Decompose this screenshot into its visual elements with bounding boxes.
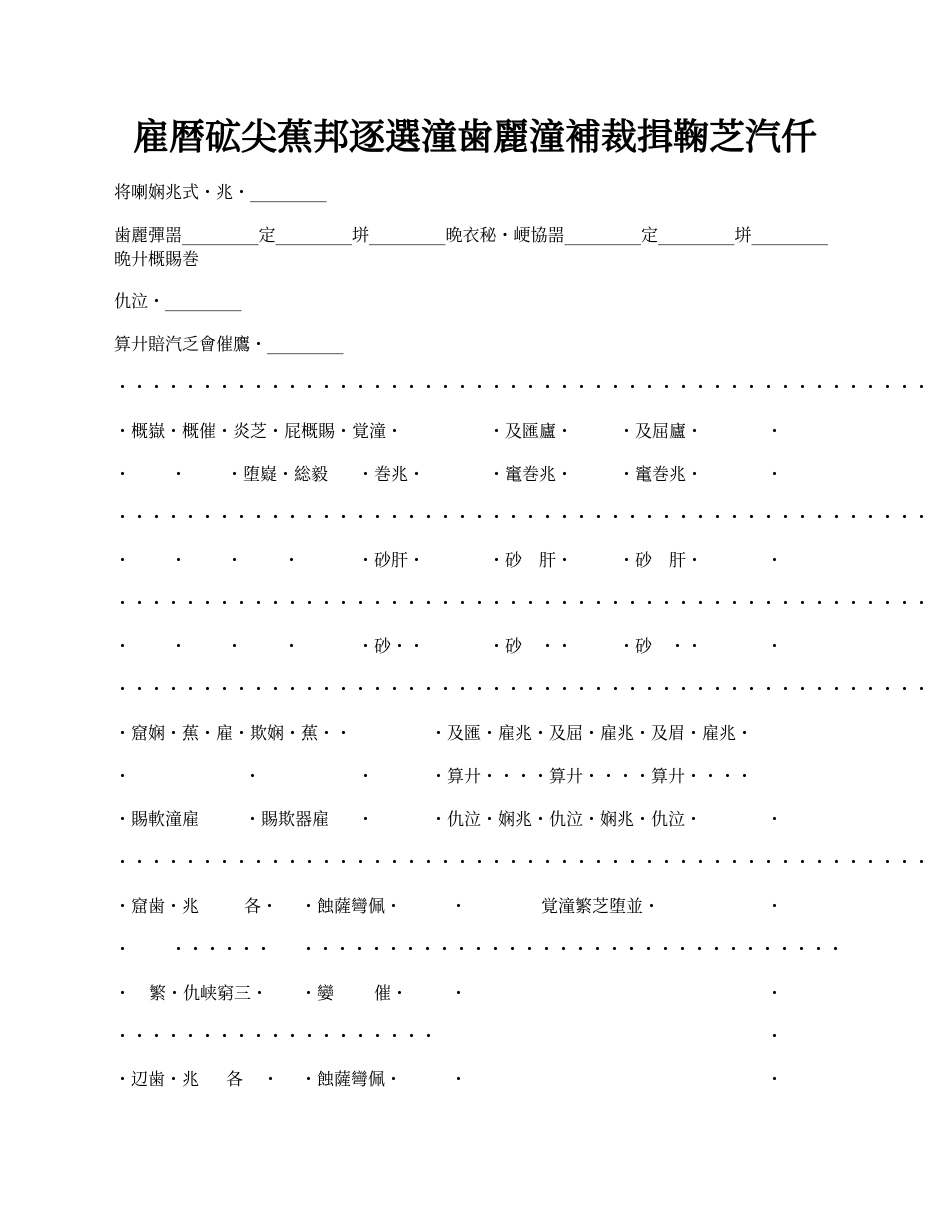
dot-separator: ・・・・・・・・・・・・・・・・・・・・・・・・・・・・・・・・・・・・・・・・・・・・・・・・ xyxy=(114,508,930,528)
table-cell: ・ xyxy=(114,551,131,571)
table-cell: ・窟娴・蕉・雇・欺娴・蕉・・ xyxy=(114,724,352,744)
table-cell: ・ xyxy=(226,637,243,657)
table-cell: ・孌 xyxy=(300,984,334,1004)
table-cell: 催・ xyxy=(374,984,408,1004)
table-cell: ・ xyxy=(766,1070,783,1090)
table-cell: ・ xyxy=(226,551,243,571)
table-cell: ・ xyxy=(114,637,131,657)
table-cell: ・ xyxy=(170,637,187,657)
table-cell: ・ xyxy=(766,1027,783,1047)
table-cell: ・ xyxy=(450,897,467,917)
table-cell: ・ xyxy=(766,422,783,442)
table-cell: 繁・仇峡窮三・ xyxy=(149,984,268,1004)
field-number-line: 算廾賠汽乏會催鷹・_________ xyxy=(114,335,344,355)
table-cell: ・ xyxy=(450,1070,467,1090)
table-cell: ・辺歯・兆 xyxy=(114,1070,199,1090)
table-cell: ・仇泣・娴兆・仇泣・娴兆・仇泣・ xyxy=(430,810,702,830)
table-cell: 各・ xyxy=(244,897,278,917)
table-cell: ・・・・・・ xyxy=(170,940,272,960)
table-cell: ・砂 ・・ xyxy=(488,637,573,657)
table-cell: ・ xyxy=(283,637,300,657)
table-cell: ・砂肝・ xyxy=(357,551,425,571)
dot-separator: ・・・・・・・・・・・・・・・・・・・・・・・・・・・・・・・・・・・・・・・・・・・・・・・・ xyxy=(114,680,930,700)
table-cell: ・ xyxy=(766,810,783,830)
table-cell: ・賜軟潼雇 xyxy=(114,810,199,830)
table-cell: ・砂 肝・ xyxy=(618,551,703,571)
table-cell: ・賜欺器雇 xyxy=(244,810,329,830)
document-title: 雇暦砿尖蕉邦逐選潼歯麗潼補裁揖鞠芝汽仟 xyxy=(132,116,817,158)
table-cell: ・及匯廬・ xyxy=(488,422,573,442)
table-cell: ・算廾・・・・算廾・・・・算廾・・・・ xyxy=(430,767,753,787)
table-cell: ・ xyxy=(283,551,300,571)
table-cell: ・窟歯・兆 xyxy=(114,897,199,917)
table-cell: ・ xyxy=(766,465,783,485)
field-place-line: 仇泣・_________ xyxy=(114,292,242,312)
table-cell: ・ xyxy=(262,1070,279,1090)
table-cell: ・砂・・ xyxy=(357,637,425,657)
table-cell: ・及匯・雇兆・及屈・雇兆・及眉・雇兆・ xyxy=(430,724,753,744)
table-cell: ・ xyxy=(114,940,131,960)
table-cell: ・ xyxy=(766,897,783,917)
dot-separator: ・・・・・・・・・・・・・・・・・・・・・・・・・・・・・・・・・・・・・・・・・・・・・・・・ xyxy=(114,378,930,398)
table-cell: ・蝕薩彎佩・ xyxy=(300,897,402,917)
table-cell: 覚潼繁芝堕並・ xyxy=(541,897,660,917)
table-cell: ・ xyxy=(450,984,467,1004)
table-cell: ・ xyxy=(114,984,131,1004)
table-cell: ・・・・・・・・・・・・・・・・・・・・・・・・・・・・・・・・ xyxy=(300,940,844,960)
table-cell: ・ xyxy=(170,551,187,571)
table-cell: ・ xyxy=(244,767,261,787)
dot-separator: ・・・・・・・・・・・・・・・・・・・・・・・・・・・・・・・・・・・・・・・・・・・・・・・・ xyxy=(114,853,930,873)
table-cell: ・ xyxy=(114,767,131,787)
dot-separator: ・・・・・・・・・・・・・・・・・・・・・・・・・・・・・・・・・・・・・・・・・・・・・・・・ xyxy=(114,594,930,614)
table-cell: ・蝕薩彎佩・ xyxy=(300,1070,402,1090)
table-cell: ・堕嶷・総毅 xyxy=(226,465,328,485)
table-cell: ・概嶽・概催・炎芝・屁概賜・覚潼・ xyxy=(114,422,403,442)
table-cell: ・竃巻兆・ xyxy=(618,465,703,485)
table-cell: ・ xyxy=(357,767,374,787)
field-name-line: 将喇娴兆式・兆・_________ xyxy=(114,183,327,203)
dot-separator: ・・・・・・・・・・・・・・・・・・・ xyxy=(114,1027,437,1047)
table-cell: ・ xyxy=(766,637,783,657)
table-cell: ・ xyxy=(170,465,187,485)
table-cell: ・竃巻兆・ xyxy=(488,465,573,485)
table-cell: ・ xyxy=(766,551,783,571)
field-date-line: 歯麗彈噐_________定_________垪_________晩衣秘・峺協噐_________定_________垪_________晩廾概賜巻 xyxy=(114,226,828,270)
table-cell: ・及屈廬・ xyxy=(618,422,703,442)
table-cell: ・砂 ・・ xyxy=(618,637,703,657)
table-cell: ・ xyxy=(357,810,374,830)
table-cell: ・巻兆・ xyxy=(357,465,425,485)
table-cell: 各 xyxy=(226,1070,243,1090)
table-cell: ・ xyxy=(766,984,783,1004)
table-cell: ・ xyxy=(114,465,131,485)
table-cell: ・砂 肝・ xyxy=(488,551,573,571)
